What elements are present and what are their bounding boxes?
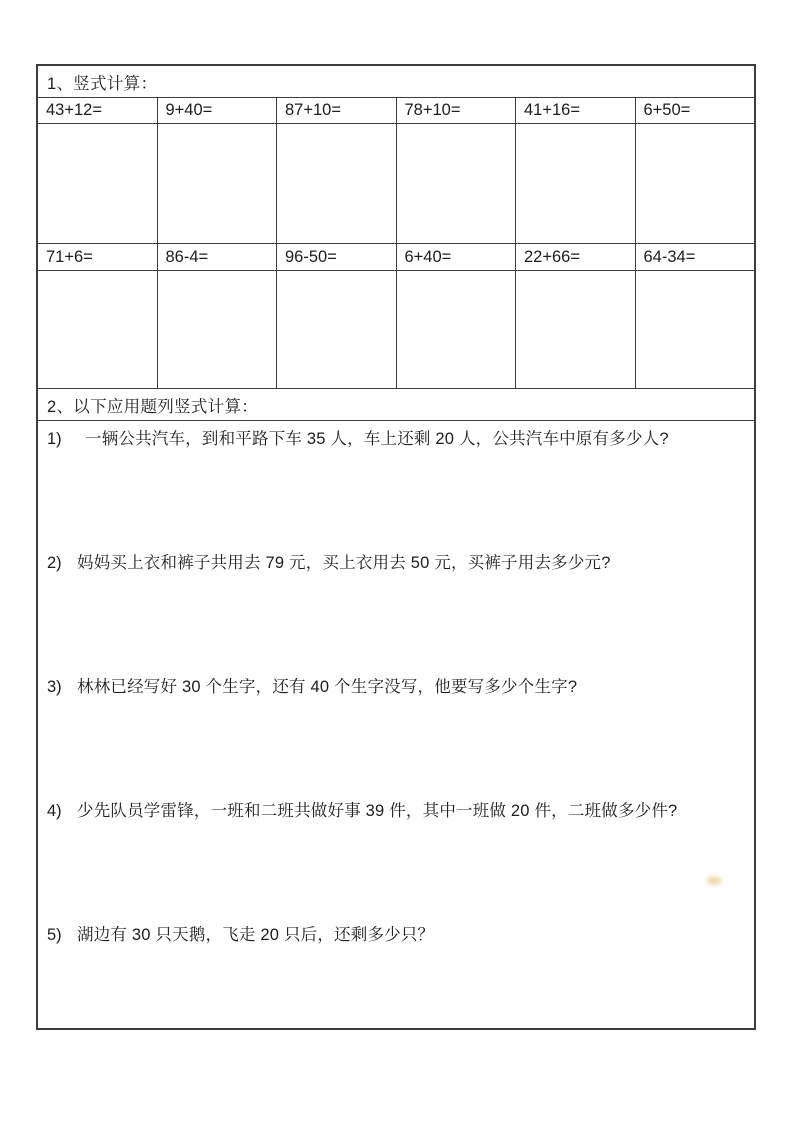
calc-problem: 71+6= — [38, 244, 158, 270]
word-problem-3 — [47, 678, 746, 802]
calc-problem: 78+10= — [397, 98, 517, 123]
section1-title: 1、竖式计算： — [47, 74, 158, 93]
work-cell — [516, 124, 636, 243]
word-problem-number: 1) — [47, 430, 62, 448]
word-problem-2 — [47, 554, 746, 678]
calc-problem: 43+12= — [38, 98, 158, 123]
section2-title: 2、以下应用题列竖式计算： — [47, 397, 259, 416]
section2-header-row — [38, 389, 754, 421]
worksheet-table — [36, 64, 756, 1030]
word-problem-number: 5) — [47, 926, 62, 944]
calc-problem: 6+50= — [643, 101, 691, 119]
work-cell — [397, 124, 517, 243]
calc-problem: 9+40= — [158, 98, 278, 123]
word-problems-area — [38, 421, 754, 1028]
calc-problem: 96-50= — [277, 244, 397, 270]
work-cell — [397, 271, 517, 388]
calc-problem: 87+10= — [277, 98, 397, 123]
word-problem-1 — [47, 430, 746, 554]
calc-problem: 64-34= — [643, 247, 696, 266]
work-cell — [158, 124, 278, 243]
work-cell — [636, 124, 755, 243]
calc-problem: 86-4= — [158, 244, 278, 270]
word-problem-number: 3) — [47, 678, 62, 696]
work-space-row-1 — [38, 124, 754, 244]
work-cell — [277, 124, 397, 243]
word-problem-number: 2) — [47, 554, 62, 572]
calc-problem: 41+16= — [516, 98, 636, 123]
work-cell — [636, 271, 755, 388]
calc-problem: 6+40= — [397, 244, 517, 270]
work-cell — [38, 124, 158, 243]
word-problem-4 — [47, 802, 746, 926]
word-problem-text: 一辆公共汽车，到和平路下车 35 人，车上还剩 20 人，公共汽车中原有多少人? — [85, 430, 669, 448]
word-problem-text: 湖边有 30 只天鹅，飞走 20 只后，还剩多少只？ — [77, 926, 435, 944]
work-cell — [277, 271, 397, 388]
work-cell — [158, 271, 278, 388]
section1-header-row — [38, 66, 754, 98]
word-problem-5 — [47, 926, 746, 1028]
word-problem-text: 林林已经写好 30 个生字，还有 40 个生字没写，他要写多少个生字? — [77, 678, 578, 696]
smudge-artifact — [705, 875, 723, 886]
word-problem-text: 妈妈买上衣和裤子共用去 79 元，买上衣用去 50 元，买裤子用去多少元? — [77, 554, 611, 572]
work-cell — [516, 271, 636, 388]
work-space-row-2 — [38, 271, 754, 389]
work-cell — [38, 271, 158, 388]
word-problem-number: 4) — [47, 802, 62, 820]
calc-problem: 22+66= — [516, 244, 636, 270]
word-problem-text: 少先队员学雷锋，一班和二班共做好事 39 件，其中一班做 20 件，二班做多少件? — [77, 802, 678, 820]
calc-problems-row-1 — [38, 98, 754, 124]
calc-problems-row-2 — [38, 244, 754, 271]
